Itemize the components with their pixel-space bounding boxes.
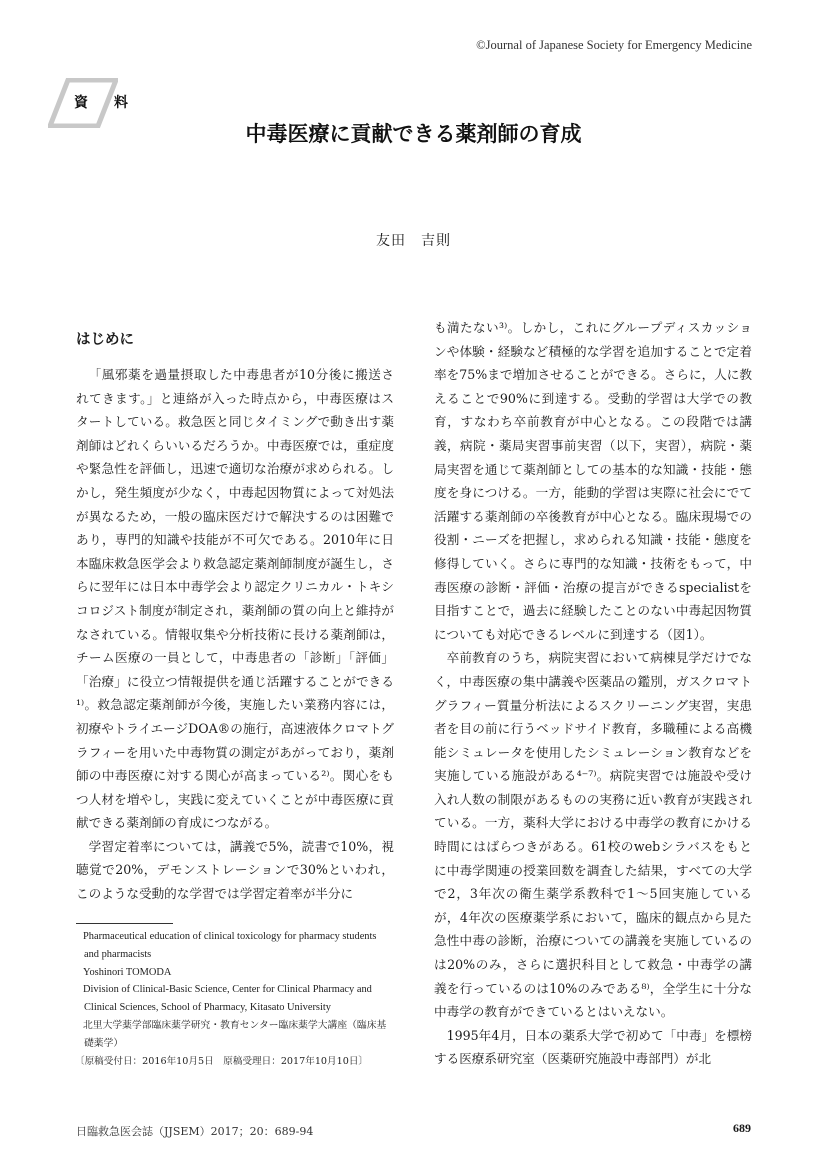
footnote-english-affiliation: Division of Clinical-Basic Science, Center for Clinical Pharmacy and Clinical Sciences, School of Pharmacy, Kitasato University	[83, 984, 372, 1014]
footnote-english-author: Yoshinori TOMODA	[83, 966, 172, 978]
journal-credit: ©Journal of Japanese Society for Emergency Medicine	[476, 38, 752, 52]
footnotes	[76, 928, 394, 1070]
footnote-manuscript-dates: 〔原稿受付日：2016年10月5日 原稿受理日：2017年10月10日〕	[75, 1055, 369, 1067]
footnote-english-title: Pharmaceutical education of clinical toxicology for pharmacy students and pharmacists	[83, 931, 377, 960]
article-type-label: 資 料	[74, 95, 134, 111]
body-paragraph: も満たない³⁾。しかし，これにグループディスカッションや体験・経験など積極的な学習を追加することで定着率を75%まで増加させることができる。さらに，人に教えることで90%に到達する。受動的学習は大学での教育，すなわち卒前教育が中心となる。この段階では講義，病院・薬局実習事前実習（以下，実習），病院・薬局実習を通じて薬剤師としての基本的な知識・技能・態度を身につける。一方，能動的学習は実際に社会にでて活躍する薬剤師の卒後教育が中心となる。臨床現場での役割・ニーズを把握し，求められる知識・技能・態度を修得していく。さらに専門的な知識・技術をもって，中毒医療の診断・評価・治療の提言ができるspecialistを目指すことで，過去に経験したことのない中毒起因物質についても対応できるレベルに到達する（図1）。	[434, 320, 752, 642]
footnote-divider	[76, 923, 173, 924]
body-paragraph: 卒前教育のうち，病院実習において病棟見学だけでなく，中毒医療の集中講義や医薬品の鑑別，ガスクロマトグラフィー質量分析法によるスクリーニング実習，実患者を目の前に行うベッドサイド教育，多職種による高機能シミュレータを使用したシミュレーション教育などを実施している施設がある⁴⁻⁷⁾。病院実習では施設や受け入れ人数の制限があるものの実務に近い教育が実践されている。一方，薬科大学における中毒学の教育にかける時間にはばらつきがある。61校のwebシラバスをもとに中毒学関連の授業回数を調査した結果，すべての大学で2，3年次の衛生薬学系教科で1～5回実施しているが，4年次の医療薬学系において，臨床的観点から見た急性中毒の診断，治療についての講義を実施しているのは20%のみ，さらに選択科目として救急・中毒学の講義を行っているのは10%のみである⁸⁾，全学生に十分な中毒学の教育ができているとはいえない。	[434, 650, 752, 1020]
footer-citation: 日臨救急医会誌（JJSEM）2017；20：689-94	[76, 1125, 314, 1138]
right-column	[434, 316, 752, 1071]
body-paragraph: 1995年4月，日本の薬系大学で初めて「中毒」を標榜する医療系研究室（医薬研究施設中毒部門）が北	[434, 1027, 752, 1067]
body-paragraph: 「風邪薬を過量摂取した中毒患者が10分後に搬送されてきます。」と連絡が入った時点から，中毒医療はスタートしている。救急医と同じタイミングで動き出す薬剤師はどれくらいいるだろうか。中毒医療では，重症度や緊急性を評価し，迅速で適切な治療が求められる。しかし，発生頻度が少なく，中毒起因物質によって対処法が異なるため，一般の臨床医だけで解決するのは困難であり，専門的知識や技能が不可欠である。2010年に日本臨床救急医学会より救急認定薬剤師制度が誕生し，さらに翌年には日本中毒学会より認定クリニカル・トキシコロジスト制度が制定され，薬剤師の質の向上と維持がなされている。情報収集や分析技術に長ける薬剤師は，チーム医療の一員として，中毒患者の「診断」「評価」「治療」に役立つ情報提供を通じ活躍することができる¹⁾。救急認定薬剤師が今後，実施したい業務内容には，初療やトライエージDOA®の施行，高速液体クロマトグラフィーを用いた中毒物質の測定があがっており，薬剤師の中毒医療に対する関心が高まっている²⁾。関心をもつ人材を増やし，実践に変えていくことが中毒医療に貢献できる薬剤師の育成につながる。	[76, 367, 394, 831]
footnote-japanese-affiliation: 北里大学薬学部臨床薬学研究・教育センター臨床薬学大講座（臨床基礎薬学）	[83, 1019, 387, 1049]
article-author: 友田 吉則	[376, 233, 451, 249]
section-heading: はじめに	[76, 332, 134, 348]
page-number: 689	[733, 1121, 751, 1135]
body-paragraph: 学習定着率については，講義で5%，読書で10%，視聴覚で20%，デモンストレーションで30%といわれ，このような受動的な学習では学習定着率が半分に	[76, 838, 394, 902]
left-column	[76, 328, 394, 906]
article-title: 中毒医療に貢献できる薬剤師の育成	[245, 122, 582, 146]
